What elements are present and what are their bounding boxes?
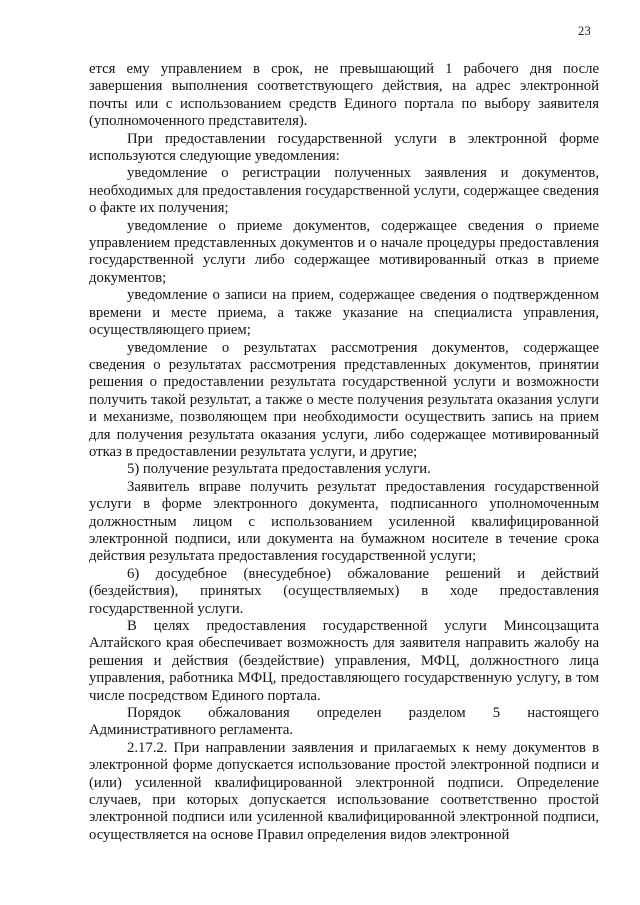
paragraph-3: уведомление о регистрации полученных заявления и документов, необходимых для предоставления государственной услуги, содержащее сведения о факте их получения; (89, 165, 599, 217)
paragraph-11: Порядок обжалования определен разделом 5 настоящего Административного регламента. (89, 705, 599, 739)
paragraph-2: При предоставлении государственной услуги в электронной форме используются следующие уведомления: (89, 130, 599, 165)
page-number: 23 (578, 24, 591, 38)
document-body (89, 61, 599, 844)
paragraph-8: Заявитель вправе получить результат предоставления государственной услуги в форме электронного документа, подписанного уполномоченным должностным лицом с использованием усиленной квалифицированной электронной подписи, или документа на бумажном носителе в течение срока действия результата предоставления государственной услуги; (89, 478, 599, 565)
paragraph-7: 5) получение результата предоставления услуги. (127, 461, 431, 478)
paragraph-6: уведомление о результатах рассмотрения документов, содержащее сведения о результатах рассмотрения представленных документов, принятии решения о предоставлении результата государственной услуги и возможности получить такой результат, а также о месте получения результата оказания услуги и механизме, позволяющем при необходимости осуществить запись на прием для получения результата оказания услуги, либо содержащее мотивированный отказ в предоставлении результата услуги, и другие; (89, 339, 599, 460)
paragraph-10: В целях предоставления государственной услуги Минсоцзащита Алтайского края обеспечивает возможность для заявителя направить жалобу на решения и действия (бездействие) управления, МФЦ, должностного лица управления, работника МФЦ, предоставляющего государственную услугу, в том числе посредством Единого портала. (89, 618, 599, 704)
paragraph-12: 2.17.2. При направлении заявления и прилагаемых к нему документов в электронной форме допускается использование простой электронной подписи и (или) усиленной квалифицированной электронной подписи. Определение случаев, при которых допускается использование соответственно простой электронной подписи или усиленной квалифицированной электронной подписи, осуществляется на основе Правил определения видов электронной (89, 739, 599, 843)
paragraph-9: 6) досудебное (внесудебное) обжалование решений и действий (бездействия), принятых (осуществляемых) в ходе предоставления государственной услуги. (89, 565, 599, 617)
paragraph-5: уведомление о записи на прием, содержащее сведения о подтвержденном времени и месте приема, а также указание на специалиста управления, осуществляющего прием; (89, 287, 599, 339)
paragraph-1: ется ему управлением в срок, не превышающий 1 рабочего дня после завершения выполнения соответствующего действия, на адрес электронной почты или с использованием средств Единого портала по выбору заявителя (уполномоченного представителя). (89, 61, 599, 130)
paragraph-4: уведомление о приеме документов, содержащее сведения о приеме управлением представленных документов и о начале процедуры предоставления государственной услуги либо содержащее мотивированный отказ в приеме документов; (89, 217, 599, 286)
